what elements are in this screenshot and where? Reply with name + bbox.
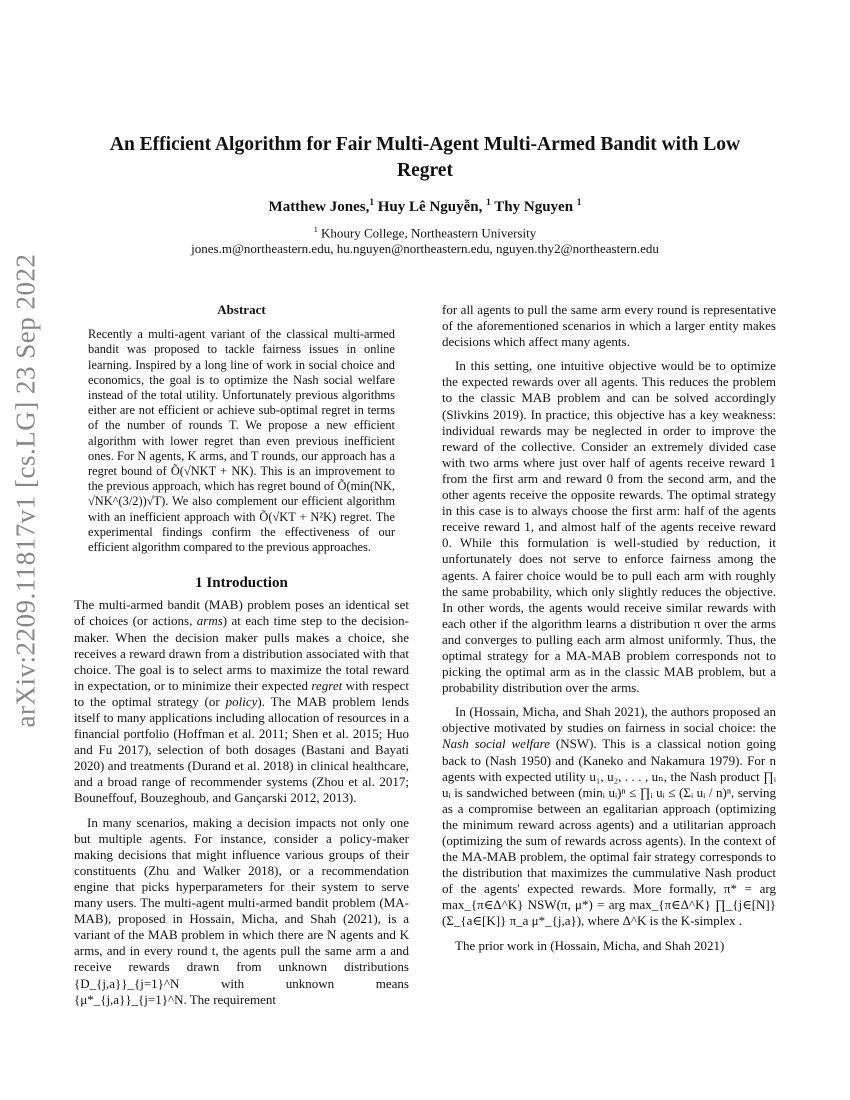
abstract-heading: Abstract [217, 302, 266, 317]
author-2: Huy Lê Nguyễn, [377, 199, 483, 215]
section-heading-introduction: 1 Introduction [195, 575, 288, 592]
intro-paragraph-1: The multi-armed bandit (MAB) problem poses an identical set of choices (or actions, arms) at each time step to the decision-maker. When the decision maker pulls makes a choice, she receives a reward drawn from a distribution associated with that choice. The goal is to select arms to maximize the total reward in expectation, or to minimize their expected regret with respect to the optimal strategy (or policy). The MAB problem lends itself to many applications including allocation of resources in a financial portfolio (Hoffman et al. 2011; Shen et al. 2015; Huo and Fu 2017), selection of both dosages (Bastani and Bayati 2020) and treatments (Durand et al. 2018) in clinical healthcare, and a broad range of recommender systems (Zhou et al. 2017; Bouneffouf, Bouzeghoub, and Gançarski 2012, 2013). [74, 597, 410, 806]
abstract [74, 302, 409, 555]
author-2-affil: 1 [486, 198, 491, 208]
right-paragraph-2: In (Hossain, Micha, and Shah 2021), the authors proposed an objective motivated by studies on fairness in social choice: the Nash social welfare (NSW). This is a classical notion going back to (Nash 1950) and (Kaneko and Nakamura 1979). For n agents with expected utility u₁, u₂, . . . , uₙ, the Nash product ∏ᵢ uᵢ is sandwiched between (minᵢ uᵢ)ⁿ ≤ ∏ᵢ uᵢ ≤ (Σᵢ uᵢ / n)ⁿ, serving as a compromise between an egalitarian approach (optimizing the minimum reward across agents) and a utilitarian approach (optimizing the sum of rewards across agents). In the context of the MA-MAB problem, the optimal fair strategy corresponds to the distribution that maximizes the cummulative Nash product of the agents' expected rewards. More formally, π* = arg max_{π∈Δ^K} NSW(π, μ*) = arg max_{π∈Δ^K} ∏_{j∈[N]} (Σ_{a∈[K]} π_a μ*_{j,a}), where Δ^K is the K-simplex . [442, 704, 777, 929]
author-1-affil: 1 [369, 198, 375, 208]
author-3: Thy Nguyen [494, 199, 574, 215]
affiliation-block [100, 222, 750, 257]
author-list [100, 198, 750, 216]
author-3-affil: 1 [576, 198, 582, 208]
left-column [74, 302, 409, 1008]
right-paragraph-3: The prior work in (Hossain, Micha, and Shah 2021) [455, 937, 725, 953]
right-paragraph-0: for all agents to pull the same arm every round is representative of the aforementioned scenarios in which a larger entity makes decisions which affect many agents. [442, 302, 776, 350]
affiliation-line: $^1$ Khoury College, Northeastern University [313, 225, 537, 241]
arxiv-identifier-stamp [6, 253, 46, 727]
intro-paragraph-2: In many scenarios, making a decision impacts not only one but multiple agents. For instance, consider a policy-maker making decisions that might influence various groups of their constituents (Zhu and Walker 2018), or a recommendation engine that picks hyperparameters for their system to serve many users. The multi-agent multi-armed bandit problem (MA-MAB), proposed in Hossain, Micha, and Shah (2021), is a variant of the MAB problem in which there are N agents and K arms, and in every round t, the agents pull the same arm a and receive rewards drawn from unknown distributions {D_{j,a}}_{j=1}^N with unknown means {μ*_{j,a}}_{j=1}^N. The requirement [74, 814, 409, 1007]
arxiv-stamp-text: arXiv:2209.11817v1 [cs.LG] 23 Sep 2022 [10, 253, 41, 727]
paper-title: An Efficient Algorithm for Fair Multi-Agent Multi-Armed Bandit with Low Regret [109, 134, 741, 181]
author-emails: jones.m@northeastern.edu, hu.nguyen@northeastern.edu, nguyen.thy2@northeastern.edu [191, 241, 659, 257]
right-column [442, 302, 776, 954]
abstract-text: Recently a multi-agent variant of the classical multi-armed bandit was proposed to tackle fairness issues in online learning. Inspired by a long line of work in social choice and economics, the goal is to optimize the Nash social welfare instead of the total utility. Unfortunately previous algorithms either are not efficient or achieve sub-optimal regret in terms of the number of rounds T. We propose a new efficient algorithm with lower regret than even previous inefficient ones. For N agents, K arms, and T rounds, our approach has a regret bound of Õ(√NKT + NK). This is an improvement to the previous approach, which has regret bound of Õ(min(NK, √NK^(3/2))√T). We also complement our efficient algorithm with an inefficient approach with Õ(√KT + N²K) regret. The experimental findings confirm the effectiveness of our efficient algorithm compared to the previous approaches. [88, 327, 395, 555]
right-paragraph-1: In this setting, one intuitive objective would be to optimize the expected rewards over all agents. This reduces the problem to the classic MAB problem and can be solved accordingly (Slivkins 2019). In practice, this objective has a key weakness: individual rewards may be neglected in order to improve the reward of the collective. Consider an extremely divided case with two arms where just over half of agents receive reward 1 from the first arm and reward 0 from the second arm, and the other agents receive the opposite rewards. The optimal strategy in this case is to always choose the first arm: half of the agents receive reward 1, and almost half of the agents receive reward 0. While this formulation is well-studied by reduction, it unfortunately does not serve to enforce fairness among the agents. A fairer choice would be to pull each arm with roughly the same probability, which only slightly reduces the objective. In other words, the agents would receive similar rewards with each other if the algorithm learns a distribution π over the arms and converges to pulling each arm almost uniformly. Thus, the optimal strategy for a MA-MAB problem corresponds not to picking the optimal arm as in the classic MAB problem, but a probability distribution over the arms. [442, 358, 776, 696]
author-1: Matthew Jones, [268, 199, 370, 215]
